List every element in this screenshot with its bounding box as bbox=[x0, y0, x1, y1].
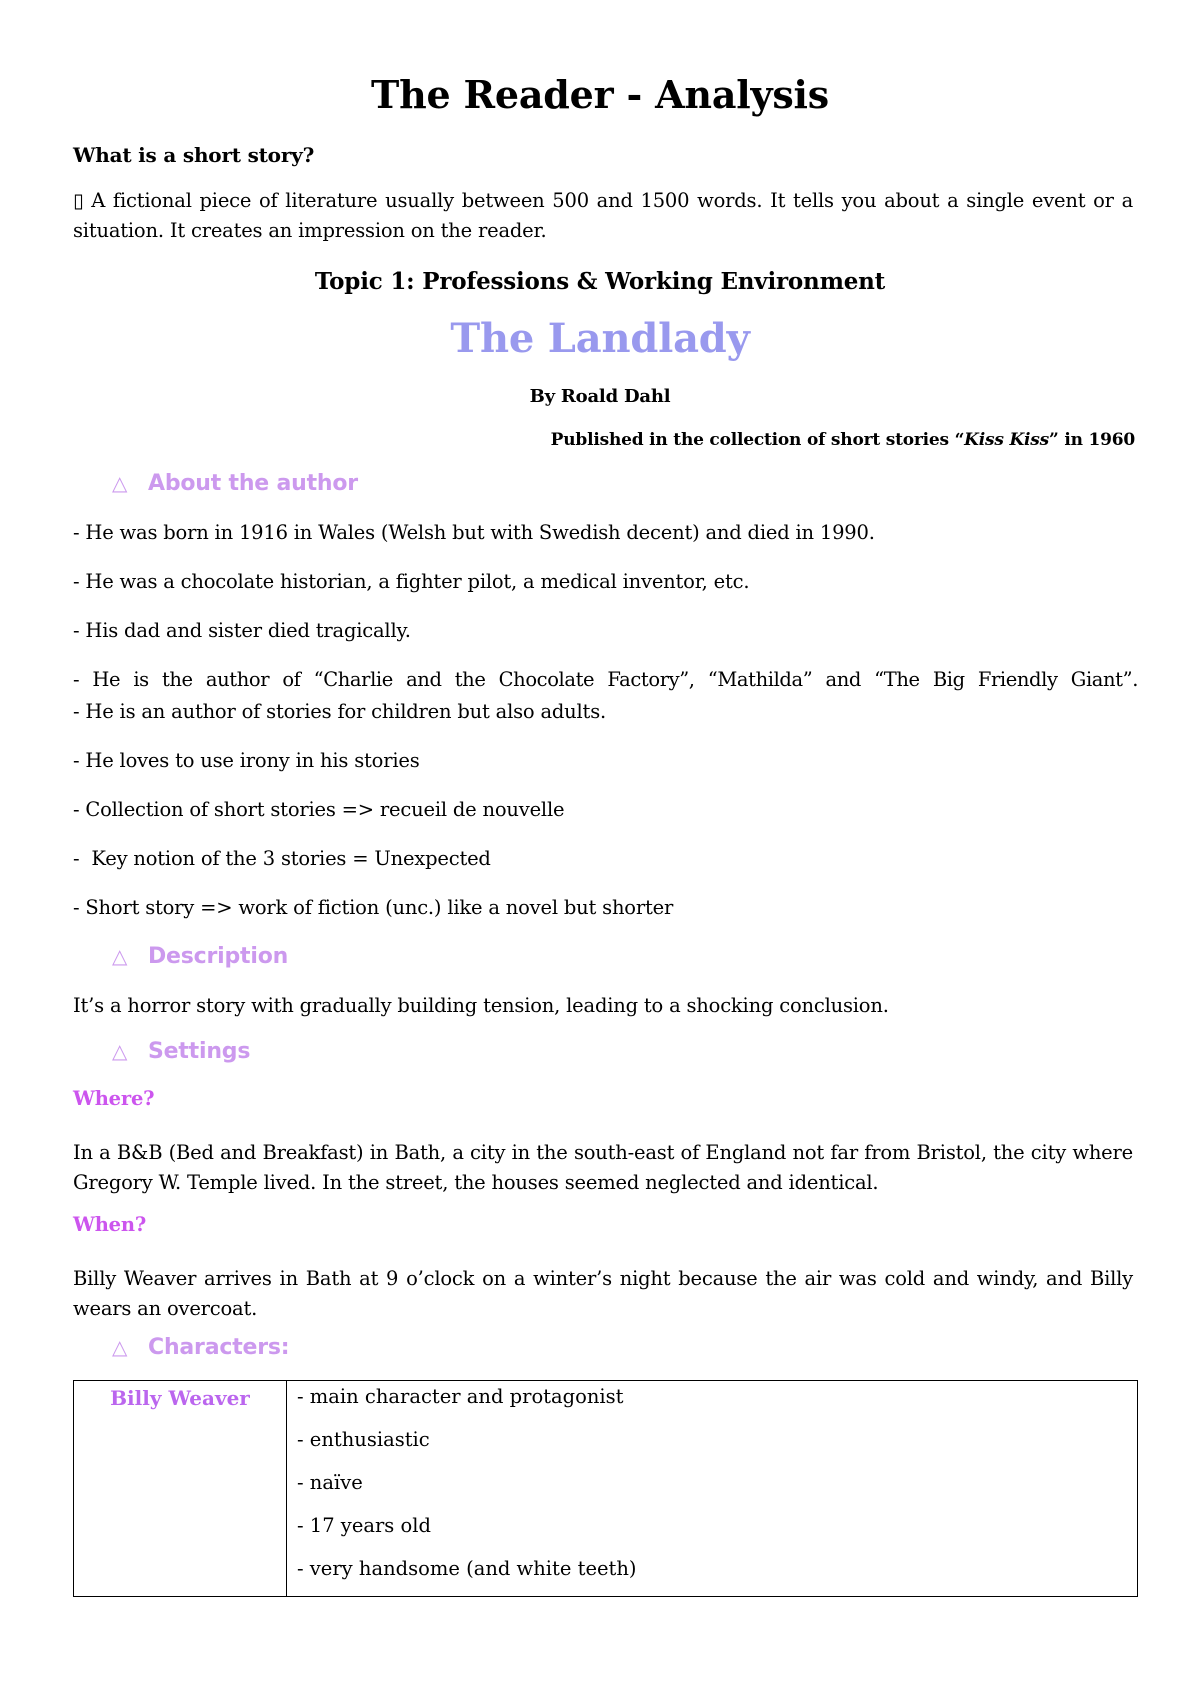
character-trait: - 17 years old bbox=[297, 1514, 431, 1537]
short-story-answer: ▯ A fictional piece of literature usually between 500 and 1500 words. It tells you about a single event or a situation. It creates an impression on the reader. bbox=[73, 189, 1133, 242]
author-point: - He was a chocolate historian, a fighter pilot, a medical inventor, etc. bbox=[73, 570, 750, 593]
when-text: Billy Weaver arrives in Bath at 9 o’clock on a winter’s night because the air was cold and windy, and Billy wears an overcoat. bbox=[73, 1267, 1133, 1320]
triangle-icon: △ bbox=[112, 944, 128, 968]
character-name: Billy Weaver bbox=[110, 1386, 250, 1410]
author-point: - His dad and sister died tragically. bbox=[73, 619, 411, 642]
publication-collection: Kiss Kiss bbox=[964, 430, 1050, 450]
author-point: - Short story => work of fiction (unc.) like a novel but shorter bbox=[73, 896, 674, 919]
section-heading-settings bbox=[112, 1039, 250, 1064]
section-heading-description-label: Description bbox=[148, 944, 289, 969]
when-label: When? bbox=[73, 1213, 147, 1236]
section-heading-characters-label: Characters: bbox=[148, 1335, 290, 1360]
triangle-icon: △ bbox=[112, 1039, 128, 1063]
character-name-cell bbox=[74, 1381, 287, 1597]
character-traits-cell bbox=[287, 1381, 1138, 1597]
author-byline: By Roald Dahl bbox=[529, 386, 671, 407]
character-trait: - naïve bbox=[297, 1471, 363, 1494]
author-point: - Collection of short stories => recueil de nouvelle bbox=[73, 798, 565, 821]
short-story-question: What is a short story? bbox=[73, 143, 315, 167]
table-row bbox=[74, 1381, 1138, 1597]
section-heading-characters bbox=[112, 1335, 289, 1360]
description-text: It’s a horror story with gradually building tension, leading to a shocking conclusion. bbox=[73, 994, 889, 1017]
document-title: The Reader - Analysis bbox=[371, 72, 829, 117]
author-point: - He is the author of “Charlie and the Chocolate Factory”, “Mathilda” and “The Big Friendly Giant”. bbox=[73, 668, 1138, 691]
section-heading-author bbox=[112, 471, 358, 496]
section-heading-settings-label: Settings bbox=[148, 1039, 251, 1064]
author-point: - Key notion of the 3 stories = Unexpected bbox=[73, 847, 491, 870]
author-point: - He was born in 1916 in Wales (Welsh but with Swedish decent) and died in 1990. bbox=[73, 521, 875, 544]
publication-line bbox=[551, 430, 1135, 450]
triangle-icon: △ bbox=[112, 1335, 128, 1359]
section-heading-description bbox=[112, 944, 288, 969]
author-point: - He loves to use irony in his stories bbox=[73, 749, 420, 772]
publication-suffix: ” in 1960 bbox=[1049, 430, 1135, 450]
section-heading-author-label: About the author bbox=[148, 471, 358, 496]
character-trait: - main character and protagonist bbox=[297, 1385, 624, 1408]
author-point: - He is an author of stories for children but also adults. bbox=[73, 700, 607, 723]
triangle-icon: △ bbox=[112, 471, 128, 495]
character-trait: - very handsome (and white teeth) bbox=[297, 1557, 637, 1580]
where-text: In a B&B (Bed and Breakfast) in Bath, a city in the south-east of England not far from Bristol, the city where Gregory W. Temple lived. In the street, the houses seemed neglected and identical. bbox=[73, 1141, 1133, 1194]
story-title: The Landlady bbox=[450, 315, 750, 362]
publication-prefix: Published in the collection of short stories “ bbox=[550, 430, 965, 450]
characters-table bbox=[73, 1380, 1138, 1597]
character-trait: - enthusiastic bbox=[297, 1428, 430, 1451]
topic-heading: Topic 1: Professions & Working Environment bbox=[314, 268, 886, 295]
where-label: Where? bbox=[73, 1087, 155, 1110]
